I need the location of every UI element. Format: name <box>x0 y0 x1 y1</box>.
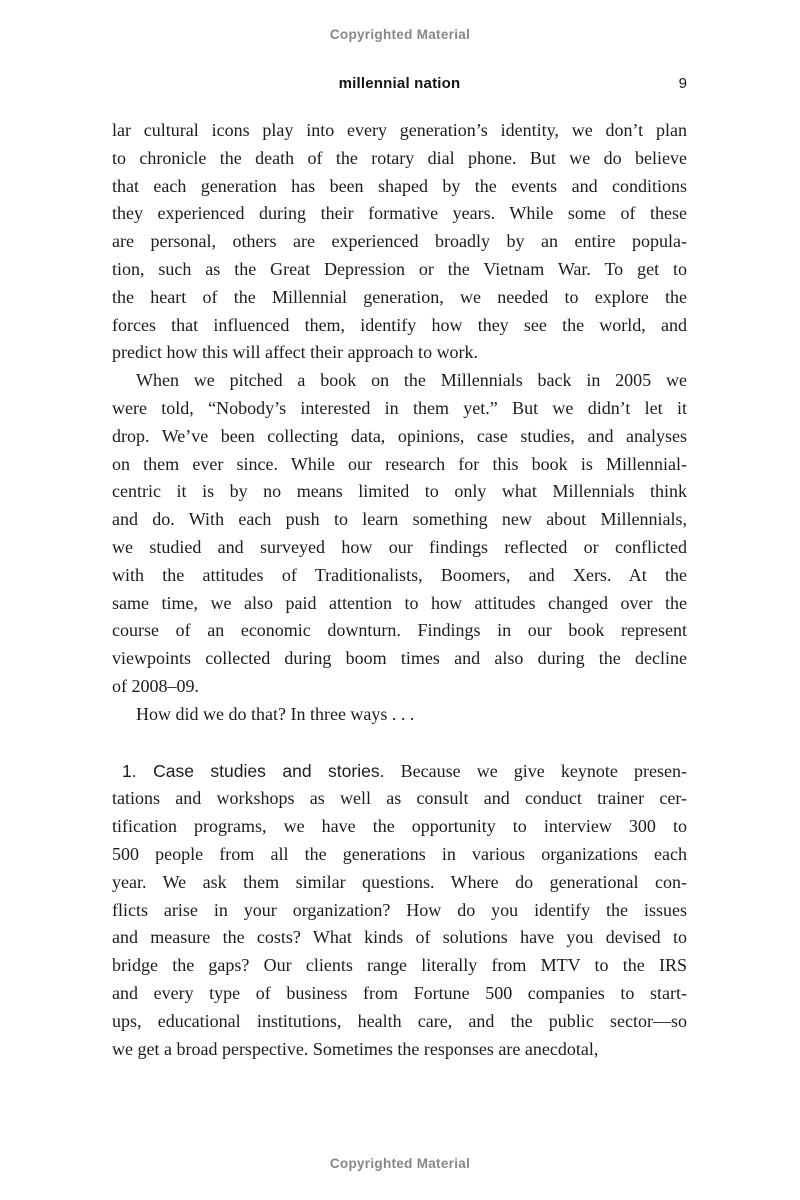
text-line: 1. Case studies and stories. Because we give keynote presen- <box>122 760 687 781</box>
text-line: predict how this will affect their approach to work. <box>112 342 479 363</box>
text-line: they experienced during their formative years. While some of these <box>112 203 687 224</box>
text-line: course of an economic downturn. Findings in our book represent <box>112 620 687 641</box>
text-line: same time, we also paid attention to how attitudes changed over the <box>112 592 687 613</box>
text-line: How did we do that? In three ways . . . <box>136 703 415 724</box>
text-line: flicts arise in your organization? How do you identify the issues <box>112 899 687 920</box>
text-line: tion, such as the Great Depression or the Vietnam War. To get to <box>112 258 687 279</box>
running-header <box>112 75 687 93</box>
body-text <box>112 117 687 1063</box>
text-line: 500 people from all the generations in various organizations each <box>112 843 687 864</box>
running-header-title: millennial nation <box>338 75 461 92</box>
text-line: ups, educational institutions, health care, and the public sector—so <box>112 1010 687 1031</box>
text-line: to chronicle the death of the rotary dial phone. But we do believe <box>112 147 687 168</box>
text-line: are personal, others are experienced broadly by an entire popula- <box>112 231 687 252</box>
text-line: with the attitudes of Traditionalists, Boomers, and Xers. At the <box>112 564 687 585</box>
text-line: When we pitched a book on the Millennials back in 2005 we <box>136 370 687 391</box>
text-line: drop. We’ve been collecting data, opinions, case studies, and analyses <box>112 425 687 446</box>
paragraph <box>112 701 687 729</box>
text-line: bridge the gaps? Our clients range literally from MTV to the IRS <box>112 955 687 976</box>
section-lead-in: 1. Case studies and stories. <box>122 760 385 781</box>
text-line: lar cultural icons play into every generation’s identity, we don’t plan <box>112 120 687 140</box>
top-copyright-watermark: Copyrighted Material <box>329 27 471 42</box>
text-line: centric it is by no means limited to only what Millennials think <box>112 481 687 502</box>
text-line: and measure the costs? What kinds of solutions have you devised to <box>112 927 687 948</box>
paragraph <box>112 367 687 701</box>
text-line: we studied and surveyed how our findings reflected or conflicted <box>112 536 687 557</box>
text-line: of 2008–09. <box>112 675 199 696</box>
bottom-copyright-watermark: Copyrighted Material <box>329 1156 471 1171</box>
page-number: 9 <box>678 75 687 92</box>
text-line: forces that influenced them, identify how they see the world, and <box>112 314 687 335</box>
text-line: and every type of business from Fortune 500 companies to start- <box>112 982 687 1003</box>
text-line: tification programs, we have the opportunity to interview 300 to <box>112 816 687 837</box>
text-line: year. We ask them similar questions. Where do generational con- <box>112 871 687 892</box>
text-line: on them ever since. While our research for this book is Millennial- <box>112 453 687 474</box>
text-line: viewpoints collected during boom times and also during the decline <box>112 648 687 669</box>
paragraph <box>112 117 687 367</box>
paragraph <box>112 758 687 1064</box>
text-line: that each generation has been shaped by the events and conditions <box>112 175 687 196</box>
text-line: the heart of the Millennial generation, we needed to explore the <box>112 286 687 307</box>
text-line: tations and workshops as well as consult and conduct trainer cer- <box>112 788 687 809</box>
text-line: and do. With each push to learn something new about Millennials, <box>112 509 687 530</box>
text-line: were told, “Nobody’s interested in them yet.” But we didn’t let it <box>112 397 687 418</box>
text-line: we get a broad perspective. Sometimes the responses are anecdotal, <box>112 1038 599 1059</box>
